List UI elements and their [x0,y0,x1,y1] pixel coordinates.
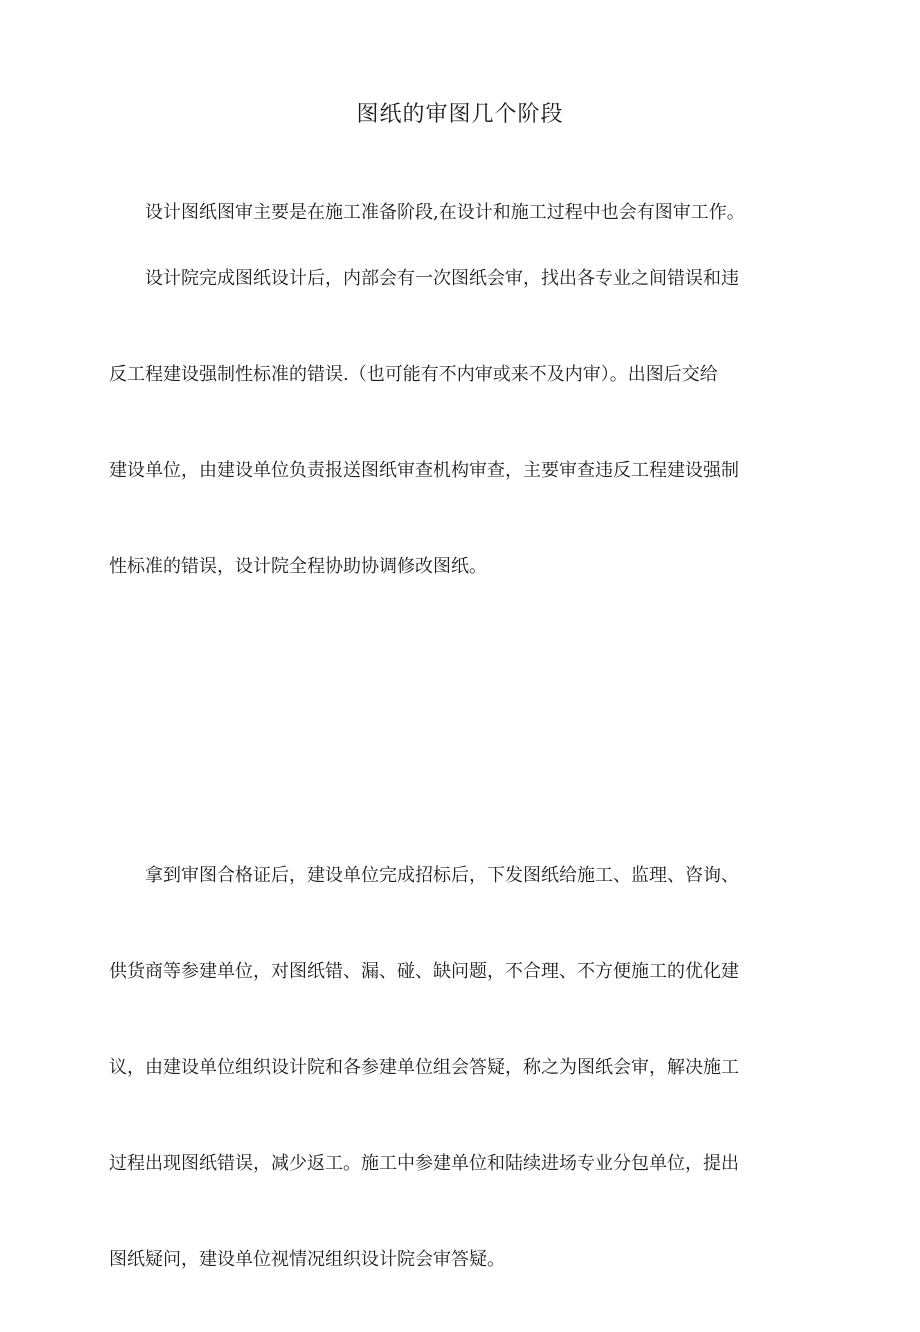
paragraph-line: 议，由建设单位组织设计院和各参建单位组会答疑，称之为图纸会审，解决施工 [109,1057,739,1078]
paragraph-line: 性标准的错误，设计院全程协助协调修改图纸。 [109,556,487,577]
paragraph-line: 设计图纸图审主要是在施工准备阶段,在设计和施工过程中也会有图审工作。 [109,202,745,223]
paragraph-2 [109,207,824,639]
paragraph-line: 拿到审图合格证后，建设单位完成招标后，下发图纸给施工、监理、咨询、 [109,865,739,886]
paragraph-line: 供货商等参建单位，对图纸错、漏、碰、缺问题，不合理、不方便施工的优化建 [109,961,739,982]
document-title: 图纸的审图几个阶段 [356,102,564,127]
paragraph-line: 反工程建设强制性标准的错误.（也可能有不内审或来不及内审）。出图后交给 [109,364,718,385]
paragraph-line: 建设单位，由建设单位负责报送图纸审查机构审查，主要审查违反工程建设强制 [109,460,739,481]
paragraph-line: 图纸疑问，建设单位视情况组织设计院会审答疑。 [109,1249,505,1270]
paragraph-line: 设计院完成图纸设计后，内部会有一次图纸会审，找出各专业之间错误和违 [109,268,739,289]
paragraph-line: 过程出现图纸错误，减少返工。施工中参建单位和陆续进场专业分包单位，提出 [109,1153,739,1174]
paragraph-3 [109,804,824,1332]
